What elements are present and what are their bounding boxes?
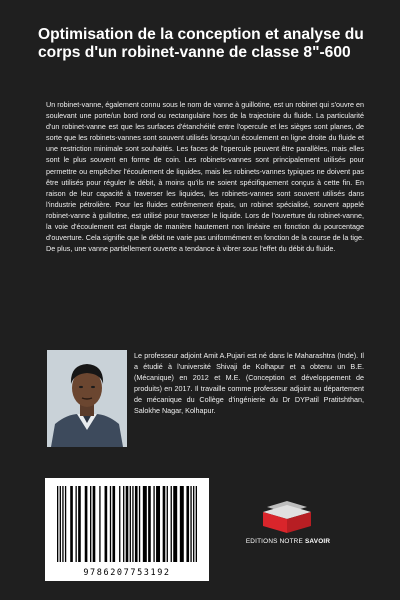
barcode-bar <box>171 486 172 562</box>
barcode-bar <box>186 486 189 562</box>
book-description: Un robinet-vanne, également connu sous le nom de vanne à guillotine, est un robinet qui s'ouvre en soulevant une porte/un bord rond ou rectangulaire hors de la trajectoire du fluide. La particularité d'un robinet-vanne est que les surfaces d'étanchéité entre l'opercule et les sièges sont planes, de sorte que les robinets-vannes sont souvent utilisés lorsqu'un écoulement en ligne droite du fluide et une restriction minimale sont souhaités. Les faces de l'opercule peuvent être parallèles, mais elles sont le plus souvent en forme de coin. Les robinets-vannes sont principalement utilisés pour permettre ou empêcher l'écoulement de liquides, mais les robinets-vannes typiques ne doivent pas être utilisés pour réguler le débit, à moins qu'ils ne soient spécifiquement conçus à cette fin. En raison de leur capacité à traverser les liquides, les robinets-vannes sont souvent utilisés dans l'industrie pétrolière. Pour les fluides extrêmement épais, un robinet spécialisé, souvent appelé robinet-vanne à guillotine, est utilisé pour traverser le liquide. Lors de l'ouverture du robinet-vanne, la voie d'écoulement est élargie de manière hautement non linéaire en fonction du pourcentage d'ouverture. Cela signifie que le débit ne varie pas uniformément en fonction de la course de la tige. De plus, une vanne partiellement ouverte a tendance à vibrer sous l'effet du débit du fluide. <box>46 100 364 254</box>
book-title: Optimisation de la conception et analyse du corps d'un robinet-vanne de classe 8"-600 <box>38 26 364 61</box>
author-bio: Le professeur adjoint Amit A.Pujari est né dans le Maharashtra (Inde). Il a étudié à l'université Shivaji de Kolhapur et a obtenu un B.E. (Mécanique) en 2012 et M.E. (Conception et développement de produits) en 2017. Il travaille comme professeur adjoint au département de mécanique du Collège d'ingénierie du Dr DYPatil Pratitshthan, Salokhe Nagar, Kolhapur. <box>134 351 364 416</box>
publisher-name <box>230 538 346 545</box>
barcode-bar <box>153 486 154 562</box>
barcode-bar <box>180 486 184 562</box>
barcode-bar <box>132 486 133 562</box>
barcode-bar <box>78 486 81 562</box>
barcode-bar <box>119 486 120 562</box>
publisher-name-prefix: EDITIONS NOTRE <box>245 538 303 545</box>
barcode-bar <box>193 486 194 562</box>
barcode-bar <box>196 486 197 562</box>
barcode-bar <box>99 486 100 562</box>
barcode-bar <box>85 486 88 562</box>
barcode-bar <box>70 486 73 562</box>
barcode-bar <box>123 486 124 562</box>
barcode-bar <box>75 486 76 562</box>
barcode-bar <box>139 486 140 562</box>
barcode-bar <box>93 486 96 562</box>
isbn-barcode <box>45 478 209 581</box>
barcode-bar <box>60 486 61 562</box>
barcode-bar <box>148 486 151 562</box>
barcode-bar <box>167 486 168 562</box>
barcode-bar <box>90 486 91 562</box>
publisher-logo-icon <box>258 500 316 534</box>
isbn-number: 9786207753192 <box>83 568 171 578</box>
author-photo <box>47 350 127 447</box>
barcode-bar <box>65 486 66 562</box>
barcode-bars <box>45 478 209 568</box>
barcode-bar <box>62 486 63 562</box>
barcode-bar <box>190 486 191 562</box>
barcode-bar <box>110 486 111 562</box>
barcode-bar <box>143 486 147 562</box>
barcode-bar <box>57 486 58 562</box>
barcode-bar <box>126 486 129 562</box>
barcode-bar <box>135 486 138 562</box>
barcode-bar <box>112 486 115 562</box>
barcode-bar <box>163 486 166 562</box>
publisher-name-suffix: SAVOIR <box>304 538 331 545</box>
barcode-bar <box>156 486 160 562</box>
barcode-bar <box>130 486 131 562</box>
barcode-bar <box>105 486 108 562</box>
barcode-bar <box>173 486 177 562</box>
